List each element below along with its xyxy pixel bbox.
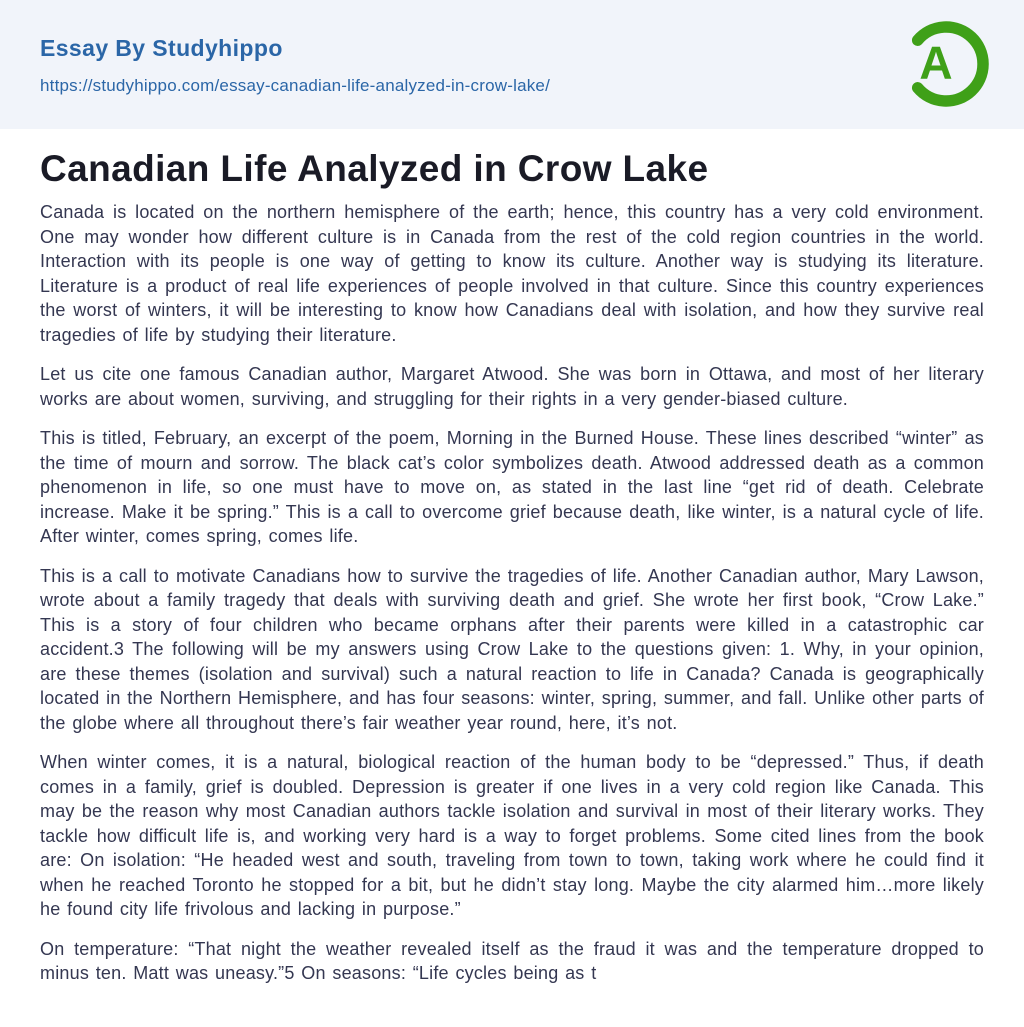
essay-paragraph-5: When winter comes, it is a natural, biological reaction of the human body to be “depressed.” Thus, if death comes in a family, grief is doubled. Depression is greater if one lives in a very cold region like Canada. This may be the reason why most Canadian authors tackle isolation and survival in most of their literary works. They tackle how difficult life is, and working very hard is a way to forget problems. Some cited lines from the book are: On isolation: “He headed west and south, traveling from town to town, taking work where he could find it when he reached Toronto he stopped for a bit, but he didn’t stay long. Maybe the city alarmed him…more likely he found city life frivolous and lacking in purpose.”: [40, 752, 984, 919]
essay-paragraph-2: Let us cite one famous Canadian author, Margaret Atwood. She was born in Ottawa, and most of her literary works are about women, surviving, and struggling for their rights in a very gender-biased culture.: [40, 364, 984, 409]
page-title: Canadian Life Analyzed in Crow Lake: [40, 148, 709, 189]
page-header: [0, 0, 1024, 129]
essay-url-link[interactable]: https://studyhippo.com/essay-canadian-life-analyzed-in-crow-lake/: [40, 76, 551, 96]
essay-paragraph-6: On temperature: “That night the weather revealed itself as the fraud it was and the temperature dropped to minus ten. Matt was uneasy.”5 On seasons: “Life cycles being as t: [40, 938, 984, 983]
logo-letter: A: [919, 36, 953, 89]
studyhippo-logo: [896, 12, 996, 116]
essay-body: [0, 150, 1024, 986]
essay-paragraph-1: Canada is located on the northern hemisphere of the earth; hence, this country has a very cold environment. One may wonder how different culture is in Canada from the rest of the cold region countries in the world. Interaction with its people is one way of getting to know its culture. Another way is studying its literature. Literature is a product of real life experiences of people involved in that culture. Since this country experiences the worst of winters, it will be interesting to know how Canadians deal with isolation, and how they survive real tragedies of life by studying their literature.: [40, 202, 984, 345]
essay-paragraph-3: This is titled, February, an excerpt of the poem, Morning in the Burned House. These lines described “winter” as the time of mourn and sorrow. The black cat’s color symbolizes death. Atwood addressed death as a common phenomenon in life, so one must have to move on, as stated in the last line “get rid of death. Celebrate increase. Make it be spring.” This is a call to overcome grief because death, like winter, is a natural cycle of life. After winter, comes spring, comes life.: [40, 428, 984, 546]
essay-paragraph-4: This is a call to motivate Canadians how to survive the tragedies of life. Another Canadian author, Mary Lawson, wrote about a family tragedy that deals with surviving death and grief. She wrote her first book, “Crow Lake.” This is a story of four children who became orphans after their parents were killed in a catastrophic car accident.3 The following will be my answers using Crow Lake to the questions given: 1. Why, in your opinion, are these themes (isolation and survival) such a natural reaction to life in Canada? Canada is geographically located in the Northern Hemisphere, and has four seasons: winter, spring, summer, and fall. Unlike other parts of the globe where all throughout there’s fair weather year round, here, it’s not.: [40, 565, 984, 733]
site-title: Essay By Studyhippo: [40, 35, 283, 61]
